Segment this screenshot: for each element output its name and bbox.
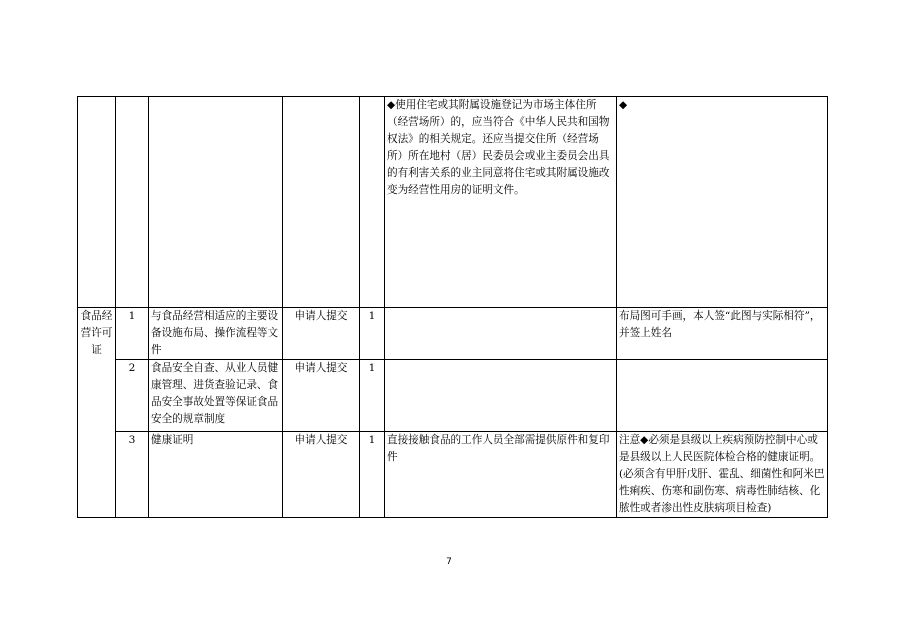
source-cell: 申请人提交 [283,308,360,360]
note-cell: ◆ [617,97,828,308]
note-cell: 注意◆必须是县级以上疾病预防控制中心或是县级以上人民医院体检合格的健康证明。(必须含有甲肝戊肝、霍乱、细菌性和阿米巴性痢疾、伤寒和副伤寒、病毒性肺结核、化脓性或者渗出性皮肤病项目检查) [617,432,828,518]
index-cell: 1 [116,308,149,360]
table-row [78,97,828,308]
copies-cell: 1 [360,432,385,518]
source-cell: 申请人提交 [283,360,360,432]
index-cell: 2 [116,360,149,432]
table-row [78,432,828,518]
category-cell: 食品经营许可证 [78,308,116,518]
page-number: 7 [446,557,452,567]
requirement-cell: 直接接触食品的工作人员全部需提供原件和复印件 [385,432,617,518]
requirement-cell [385,360,617,432]
note-cell [617,360,828,432]
source-cell [283,97,360,308]
index-cell: 3 [116,432,149,518]
source-cell: 申请人提交 [283,432,360,518]
copies-cell: 1 [360,360,385,432]
table-row [78,308,828,360]
note-cell: 布局图可手画，本人签“此图与实际相符”，并签上姓名 [617,308,828,360]
table-row [78,360,828,432]
requirements-table [77,96,828,518]
index-cell [116,97,149,308]
copies-cell: 1 [360,308,385,360]
copies-cell [360,97,385,308]
material-cell [149,97,283,308]
requirement-cell [385,308,617,360]
material-cell: 与食品经营相适应的主要设备设施布局、操作流程等文件 [149,308,283,360]
material-cell: 健康证明 [149,432,283,518]
category-cell [78,97,116,308]
material-cell: 食品安全自查、从业人员健康管理、进货查验记录、食品安全事故处置等保证食品安全的规章制度 [149,360,283,432]
requirement-cell: ◆使用住宅或其附属设施登记为市场主体住所（经营场所）的，应当符合《中华人民共和国物权法》的相关规定。还应当提交住所（经营场所）所在地村（居）民委员会或业主委员会出具的有利害关系的业主同意将住宅或其附属设施改变为经营性用房的证明文件。 [385,97,617,308]
